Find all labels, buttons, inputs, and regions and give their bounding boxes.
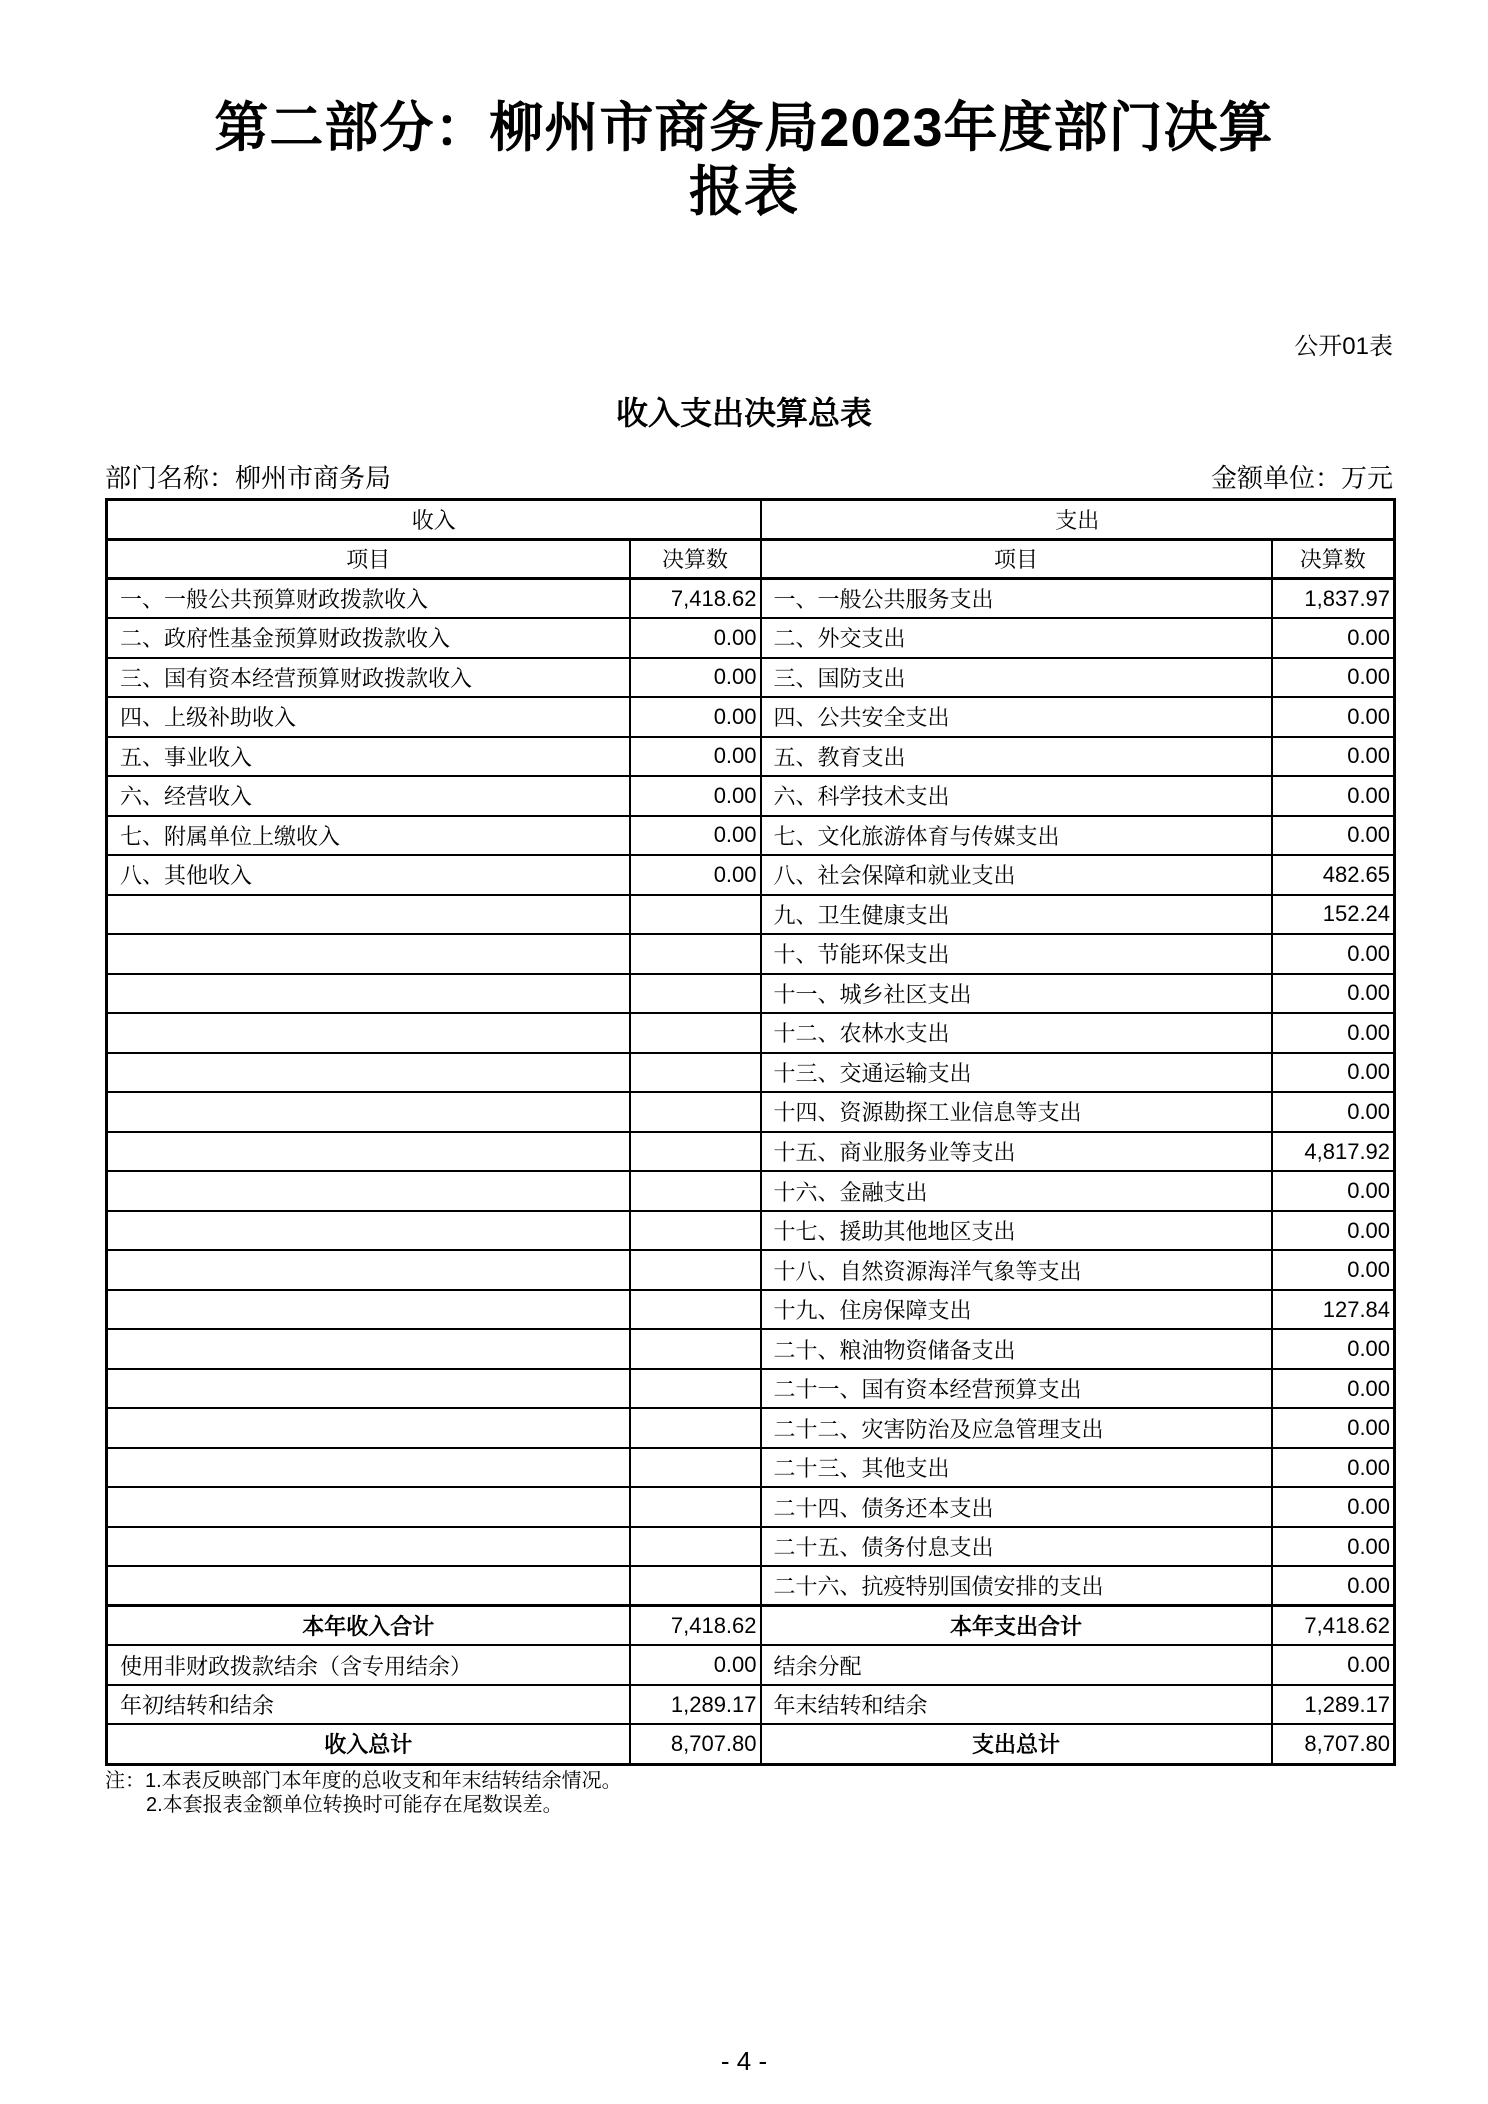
expense-value-cell: 0.00 [1272, 1250, 1395, 1290]
income-value-cell: 0.00 [630, 855, 761, 895]
income-item-cell: 四、上级补助收入 [107, 697, 630, 737]
page-title-line2: 报表 [689, 162, 799, 222]
income-item-cell: 八、其他收入 [107, 855, 630, 895]
income-item-cell [107, 1329, 630, 1369]
table-row [107, 934, 1395, 974]
expense-value-cell: 0.00 [1272, 1408, 1395, 1448]
income-value-cell: 0.00 [630, 618, 761, 658]
income-value-cell [630, 1369, 761, 1409]
expense-value-cell: 7,418.62 [1272, 1606, 1395, 1646]
page-title [0, 96, 1488, 224]
table-row [107, 816, 1395, 856]
income-value-cell [630, 1290, 761, 1330]
income-item-cell [107, 1448, 630, 1488]
table-row [107, 1329, 1395, 1369]
expense-value-cell: 0.00 [1272, 1369, 1395, 1409]
total-row [107, 1724, 1395, 1764]
table-row [107, 618, 1395, 658]
expense-item-cell: 二十、粮油物资储备支出 [761, 1329, 1272, 1369]
income-item-cell [107, 1211, 630, 1251]
expense-value-cell: 0.00 [1272, 1211, 1395, 1251]
income-value-cell [630, 1053, 761, 1093]
expense-item-cell: 结余分配 [761, 1645, 1272, 1685]
note-line-2: 2.本套报表金额单位转换时可能存在尾数误差。 [146, 1794, 563, 1816]
expense-item-cell: 十七、援助其他地区支出 [761, 1211, 1272, 1251]
expense-item-cell: 二十六、抗疫特别国债安排的支出 [761, 1566, 1272, 1606]
income-item-cell [107, 1250, 630, 1290]
expense-item-header: 项目 [761, 539, 1272, 579]
income-amount-header: 决算数 [630, 539, 761, 579]
table-row [107, 697, 1395, 737]
income-item-cell [107, 1053, 630, 1093]
income-item-cell: 收入总计 [107, 1724, 630, 1764]
table-row [107, 1132, 1395, 1172]
expense-value-cell: 1,837.97 [1272, 579, 1395, 619]
expense-item-cell: 十四、资源勘探工业信息等支出 [761, 1092, 1272, 1132]
expense-value-cell: 8,707.80 [1272, 1724, 1395, 1764]
expense-value-cell: 0.00 [1272, 1527, 1395, 1567]
table-row [107, 1369, 1395, 1409]
table-row [107, 1013, 1395, 1053]
expense-item-cell: 本年支出合计 [761, 1606, 1272, 1646]
expense-value-cell: 0.00 [1272, 658, 1395, 698]
table-row [107, 1685, 1395, 1725]
income-item-cell [107, 1527, 630, 1567]
income-item-cell: 一、一般公共预算财政拨款收入 [107, 579, 630, 619]
income-item-cell [107, 1290, 630, 1330]
table-meta [105, 458, 1393, 495]
expense-value-cell: 0.00 [1272, 1171, 1395, 1211]
expense-item-cell: 十二、农林水支出 [761, 1013, 1272, 1053]
income-item-cell [107, 1369, 630, 1409]
income-value-cell [630, 934, 761, 974]
income-item-cell [107, 1566, 630, 1606]
income-value-cell: 0.00 [630, 658, 761, 698]
income-value-cell [630, 1408, 761, 1448]
income-item-cell [107, 1132, 630, 1172]
expense-value-cell: 0.00 [1272, 974, 1395, 1014]
table-row [107, 737, 1395, 777]
income-item-header: 项目 [107, 539, 630, 579]
expense-value-cell: 0.00 [1272, 816, 1395, 856]
expense-value-cell: 0.00 [1272, 776, 1395, 816]
expense-item-cell: 二十五、债务付息支出 [761, 1527, 1272, 1567]
table-row [107, 1250, 1395, 1290]
expense-value-cell: 4,817.92 [1272, 1132, 1395, 1172]
expense-item-cell: 四、公共安全支出 [761, 697, 1272, 737]
expense-item-cell: 十九、住房保障支出 [761, 1290, 1272, 1330]
table-row [107, 1448, 1395, 1488]
expense-item-cell: 支出总计 [761, 1724, 1272, 1764]
income-item-cell [107, 1013, 630, 1053]
expense-item-cell: 十五、商业服务业等支出 [761, 1132, 1272, 1172]
table-row [107, 895, 1395, 935]
expense-item-cell: 二十三、其他支出 [761, 1448, 1272, 1488]
expense-section-header: 支出 [761, 500, 1395, 540]
expense-item-cell: 二十二、灾害防治及应急管理支出 [761, 1408, 1272, 1448]
table-row [107, 1211, 1395, 1251]
table-row [107, 1290, 1395, 1330]
income-item-cell: 五、事业收入 [107, 737, 630, 777]
expense-value-cell: 1,289.17 [1272, 1685, 1395, 1725]
income-item-cell [107, 1092, 630, 1132]
expense-item-cell: 二、外交支出 [761, 618, 1272, 658]
total-row [107, 1606, 1395, 1646]
income-item-cell [107, 934, 630, 974]
income-value-cell [630, 974, 761, 1014]
income-value-cell [630, 1448, 761, 1488]
department-name: 部门名称：柳州市商务局 [105, 463, 392, 493]
income-value-cell: 0.00 [630, 697, 761, 737]
income-item-cell [107, 1408, 630, 1448]
table-row [107, 1408, 1395, 1448]
expense-value-cell: 0.00 [1272, 1053, 1395, 1093]
note-line-1: 注：1.本表反映部门本年度的总收支和年末结转结余情况。 [105, 1770, 622, 1792]
table-row [107, 1171, 1395, 1211]
form-number: 公开01表 [1294, 333, 1393, 360]
page-title-line1: 第二部分：柳州市商务局2023年度部门决算 [214, 98, 1274, 158]
expense-item-cell: 二十四、债务还本支出 [761, 1487, 1272, 1527]
table-row [107, 1566, 1395, 1606]
income-item-cell: 三、国有资本经营预算财政拨款收入 [107, 658, 630, 698]
income-value-cell: 0.00 [630, 816, 761, 856]
expense-item-cell: 二十一、国有资本经营预算支出 [761, 1369, 1272, 1409]
income-item-cell: 二、政府性基金预算财政拨款收入 [107, 618, 630, 658]
expense-value-cell: 0.00 [1272, 1487, 1395, 1527]
table-title: 收入支出决算总表 [615, 395, 872, 431]
page-number: - 4 - [720, 2046, 768, 2076]
expense-item-cell: 十八、自然资源海洋气象等支出 [761, 1250, 1272, 1290]
income-value-cell: 0.00 [630, 737, 761, 777]
table-row [107, 776, 1395, 816]
table-row [107, 1053, 1395, 1093]
expense-item-cell: 十、节能环保支出 [761, 934, 1272, 974]
expense-item-cell: 一、一般公共服务支出 [761, 579, 1272, 619]
table-row [107, 658, 1395, 698]
column-header-row [107, 539, 1395, 579]
income-item-cell: 七、附属单位上缴收入 [107, 816, 630, 856]
expense-item-cell: 九、卫生健康支出 [761, 895, 1272, 935]
unit-label: 金额单位：万元 [1210, 463, 1393, 493]
expense-value-cell: 0.00 [1272, 1566, 1395, 1606]
income-value-cell [630, 1013, 761, 1053]
income-value-cell [630, 1211, 761, 1251]
expense-item-cell: 六、科学技术支出 [761, 776, 1272, 816]
table-row [107, 1092, 1395, 1132]
income-value-cell: 0.00 [630, 1645, 761, 1685]
expense-value-cell: 0.00 [1272, 934, 1395, 974]
expense-item-cell: 年末结转和结余 [761, 1685, 1272, 1725]
table-row [107, 974, 1395, 1014]
income-value-cell: 0.00 [630, 776, 761, 816]
table-row [107, 579, 1395, 619]
expense-item-cell: 七、文化旅游体育与传媒支出 [761, 816, 1272, 856]
expense-value-cell: 0.00 [1272, 1329, 1395, 1369]
income-section-header: 收入 [107, 500, 761, 540]
income-value-cell [630, 1566, 761, 1606]
income-item-cell [107, 974, 630, 1014]
income-value-cell: 7,418.62 [630, 579, 761, 619]
section-header-row [107, 500, 1395, 540]
income-value-cell [630, 1171, 761, 1211]
expense-item-cell: 十六、金融支出 [761, 1171, 1272, 1211]
income-value-cell [630, 895, 761, 935]
income-value-cell [630, 1329, 761, 1369]
income-value-cell [630, 1092, 761, 1132]
expense-item-cell: 十三、交通运输支出 [761, 1053, 1272, 1093]
expense-item-cell: 十一、城乡社区支出 [761, 974, 1272, 1014]
income-item-cell: 本年收入合计 [107, 1606, 630, 1646]
summary-table [105, 498, 1396, 1766]
income-value-cell: 8,707.80 [630, 1724, 761, 1764]
income-item-cell: 使用非财政拨款结余（含专用结余） [107, 1645, 630, 1685]
expense-value-cell: 152.24 [1272, 895, 1395, 935]
expense-item-cell: 三、国防支出 [761, 658, 1272, 698]
income-value-cell [630, 1132, 761, 1172]
income-value-cell: 7,418.62 [630, 1606, 761, 1646]
table-row [107, 1645, 1395, 1685]
table-row [107, 1487, 1395, 1527]
expense-value-cell: 0.00 [1272, 1013, 1395, 1053]
income-item-cell [107, 895, 630, 935]
expense-value-cell: 127.84 [1272, 1290, 1395, 1330]
expense-item-cell: 八、社会保障和就业支出 [761, 855, 1272, 895]
table-notes [105, 1769, 622, 1817]
income-item-cell [107, 1171, 630, 1211]
expense-amount-header: 决算数 [1272, 539, 1395, 579]
expense-value-cell: 0.00 [1272, 1645, 1395, 1685]
income-value-cell [630, 1487, 761, 1527]
expense-value-cell: 0.00 [1272, 618, 1395, 658]
income-item-cell: 六、经营收入 [107, 776, 630, 816]
income-value-cell: 1,289.17 [630, 1685, 761, 1725]
expense-item-cell: 五、教育支出 [761, 737, 1272, 777]
income-value-cell [630, 1250, 761, 1290]
expense-value-cell: 0.00 [1272, 697, 1395, 737]
expense-value-cell: 0.00 [1272, 1448, 1395, 1488]
expense-value-cell: 482.65 [1272, 855, 1395, 895]
table-row [107, 855, 1395, 895]
table-row [107, 1527, 1395, 1567]
income-item-cell [107, 1487, 630, 1527]
income-value-cell [630, 1527, 761, 1567]
expense-value-cell: 0.00 [1272, 1092, 1395, 1132]
expense-value-cell: 0.00 [1272, 737, 1395, 777]
income-item-cell: 年初结转和结余 [107, 1685, 630, 1725]
